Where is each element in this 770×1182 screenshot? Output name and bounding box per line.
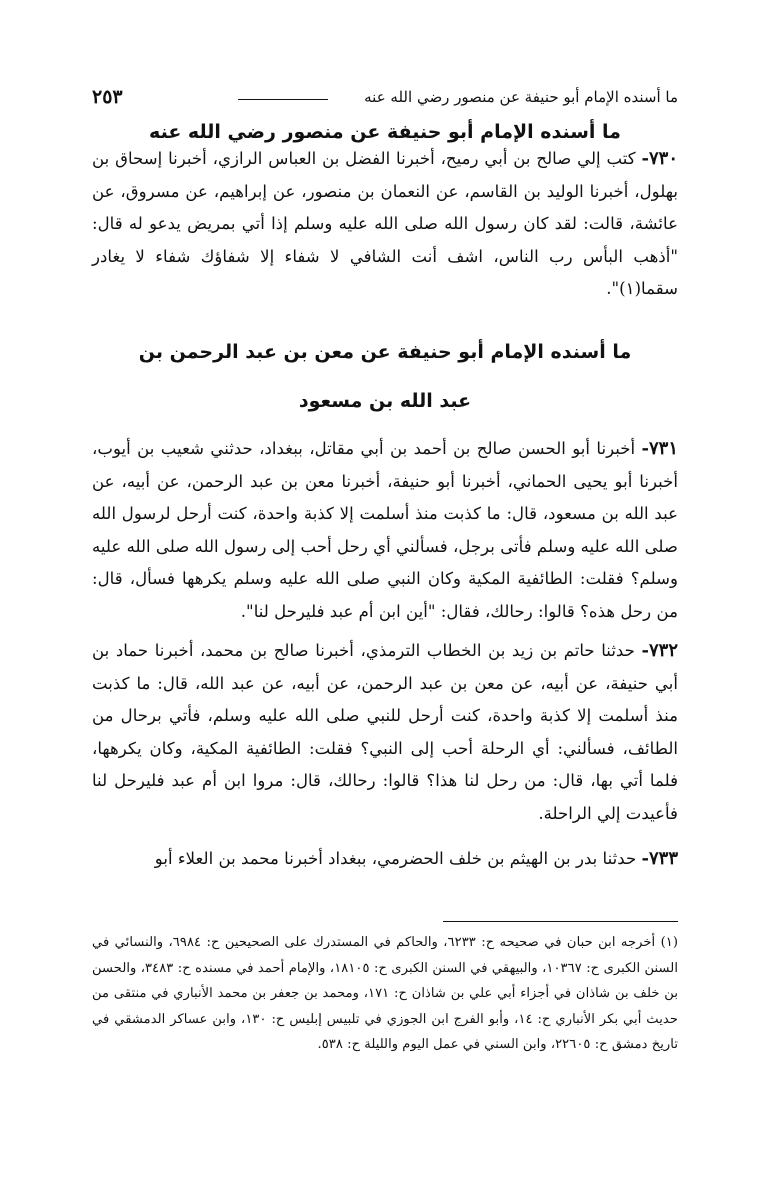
footnote-rule <box>443 921 678 922</box>
running-header <box>92 88 678 112</box>
header-rule <box>238 99 328 100</box>
hadith-text: حدثنا حاتم بن زيد بن الخطاب الترمذي، أخبرنا صالح بن محمد، أخبرنا حماد بن أبي حنيفة، عن أبيه، عن معن بن عبد الرحمن، عن أبيه، عن عبد الله، قال: ما كذبت منذ أسلمت إلا كذبة واحدة، كنت أرحل للنبي صلى الله عليه وسلم، فأتي برحال من الطائف، فسألني: أي الرحلة أحب إلى النبي؟ فقلت: الطائفية المكية، وكان يكرهها، فلما أتي بها، قال: من رحل لنا هذا؟ قالوا: رحالك، قال: مروا ابن أم عبد فليرحل لنا فأعيدت إلي الراحلة. <box>92 641 678 823</box>
hadith-number: ٧٣١- <box>641 438 678 459</box>
hadith-text: أخبرنا أبو الحسن صالح بن أحمد بن أبي مقاتل، ببغداد، حدثني شعيب بن أيوب، أخبرنا أبو يحيى الحماني، أخبرنا أبو حنيفة، أخبرنا معن بن عبد الرحمن، عن أبيه، عن عبد الله بن مسعود، قال: ما كذبت منذ أسلمت إلا كذبة واحدة، كنت أرحل لرسول الله صلى الله عليه وسلم فأتى برجل، فسألني أي رحل أحب إلى رسول الله صلى الله عليه وسلم؟ فقلت: الطائفية المكية وكان النبي صلى الله عليه وسلم يكرهها فسأل، قال: من رحل هذه؟ قالوا: رحالك، فقال: "أين ابن أم عبد فليرحل لنا". <box>92 439 678 621</box>
hadith-text: حدثنا بدر بن الهيثم بن خلف الحضرمي، ببغداد أخبرنا محمد بن العلاء أبو <box>154 849 642 868</box>
hadith-731 <box>92 433 678 629</box>
section-heading-maan-line2: عبد الله بن مسعود <box>298 390 472 412</box>
page-number: ٢٥٣ <box>92 86 123 108</box>
hadith-number: ٧٣٢- <box>641 640 678 661</box>
hadith-730 <box>92 143 678 306</box>
hadith-733 <box>92 843 678 876</box>
hadith-number: ٧٣٠- <box>641 148 678 169</box>
hadith-number: ٧٣٣- <box>641 848 678 869</box>
section-heading-maan-line1: ما أسنده الإمام أبو حنيفة عن معن بن عبد الرحمن بن <box>138 341 632 363</box>
section-heading-mansur: ما أسنده الإمام أبو حنيفة عن منصور رضي الله عنه <box>149 121 621 143</box>
running-header-title: ما أسنده الإمام أبو حنيفة عن منصور رضي الله عنه <box>364 88 678 106</box>
hadith-text: كتب إلي صالح بن أبي رميح، أخبرنا الفضل بن العباس الرازي، أخبرنا إسحاق بن بهلول، أخبرنا الوليد بن القاسم، عن النعمان بن منصور، عن إبراهيم، عن مسروق، عن عائشة، قالت: لقد كان رسول الله صلى الله عليه وسلم إذا أتي بمريض يدعو له قال: "أذهب البأس رب الناس، اشف أنت الشافي لا شفاء إلا شفاؤك شفاء لا يغادر سقما(١)". <box>92 149 678 299</box>
hadith-732 <box>92 635 678 831</box>
footnote: (١) أخرجه ابن حبان في صحيحه ح: ٦٢٣٣، والحاكم في المستدرك على الصحيحين ح: ٦٩٨٤، والنسائي في السنن الكبرى ح: ١٠٣٦٧، والبيهقي في السنن الكبرى ح: ١٨١٠٥، والإمام أحمد في مسنده ح: ٣٤٨٣، والحسن بن خلف بن شاذان في أجزاء أبي علي بن شاذان ح: ١٧١، ومحمد بن جعفر بن محمد الأنباري في منتقى من حديث أبي بكر الأنباري ح: ١٤، وأبو الفرج ابن الجوزي في تلبيس إبليس ح: ١٣٠، وابن عساكر الدمشقي في تاريخ دمشق ح: ٢٢٦٠٥، وابن السني في عمل اليوم والليلة ح: ٥٣٨. <box>92 935 679 1052</box>
